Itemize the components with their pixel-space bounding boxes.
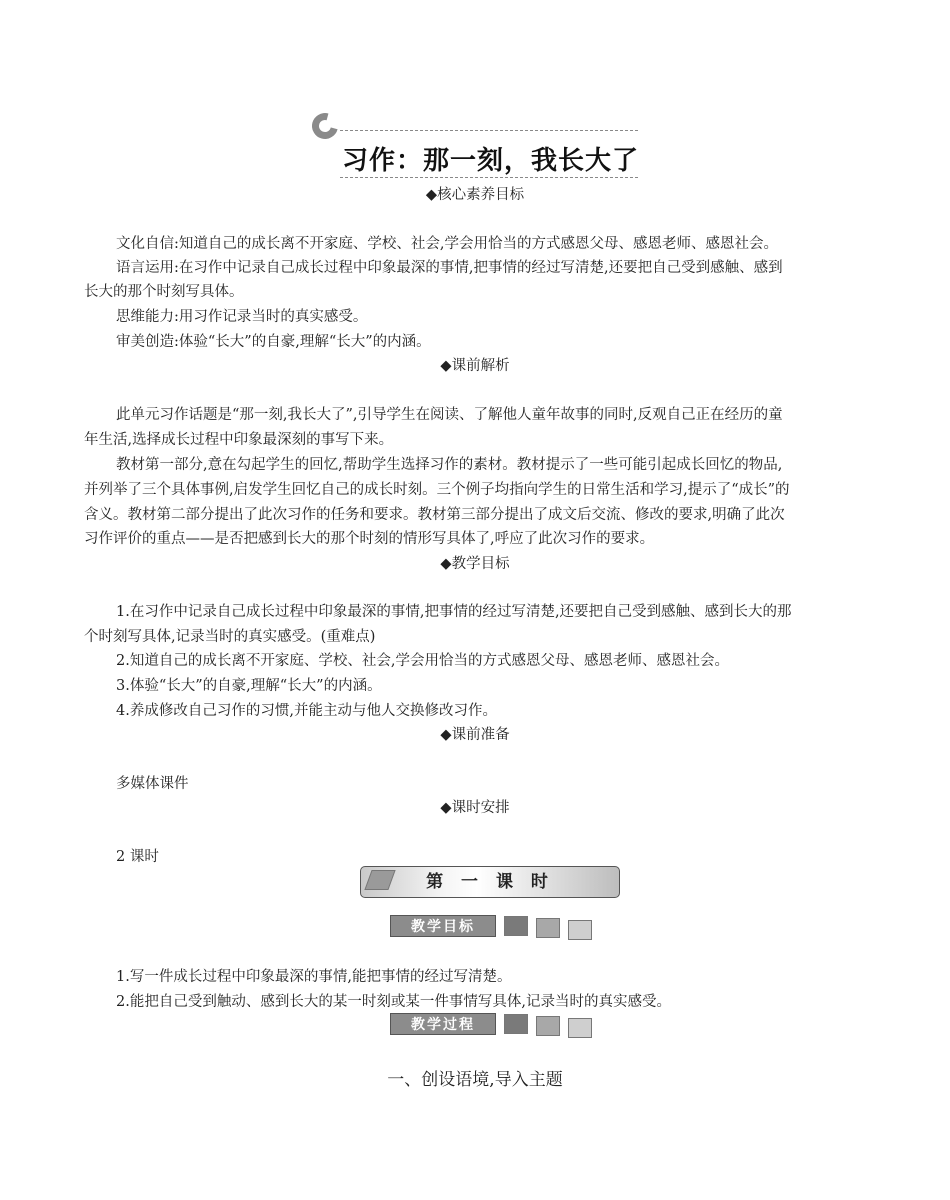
- title-bottom-rule: [340, 177, 638, 178]
- label-square-icon: [568, 920, 592, 940]
- analysis-line-3: 教材第一部分,意在勾起学生的回忆,帮助学生选择习作的素材。教材提示了一些可能引起成长回忆的物品,: [116, 457, 783, 473]
- lesson-banner-title: 第 一 课 时: [426, 872, 554, 892]
- core-paragraph-4: 审美创造:体验“长大”的自豪,理解“长大”的内涵。: [116, 334, 431, 350]
- label-square-icon: [504, 1014, 528, 1034]
- goal-3: 3.体验“长大”的自豪,理解“长大”的内涵。: [116, 678, 382, 694]
- analysis-heading: ◆课前解析: [440, 358, 510, 374]
- goals-heading: ◆教学目标: [440, 556, 510, 572]
- schedule-text: 2 课时: [116, 849, 159, 865]
- goal-2: 2.知道自己的成长离不开家庭、学校、社会,学会用恰当的方式感恩父母、感恩老师、感恩社会。: [116, 653, 729, 669]
- label-square-icon: [504, 916, 528, 936]
- lesson-process-label: 教学过程: [390, 1013, 496, 1035]
- page-title: 习作：那一刻，我长大了: [342, 146, 640, 176]
- schedule-heading: ◆课时安排: [440, 800, 510, 816]
- lesson-goal-1: 1.写一件成长过程中印象最深的事情,能把事情的经过写清楚。: [116, 969, 512, 985]
- analysis-line-5: 含义。教材第二部分提出了此次习作的任务和要求。教材第三部分提出了成文后交流、修改的要求,明确了此次: [84, 507, 785, 523]
- label-square-icon: [568, 1018, 592, 1038]
- label-square-icon: [536, 1016, 560, 1036]
- title-ring-icon: [307, 108, 343, 144]
- lesson-goal-2: 2.能把自己受到触动、感到长大的某一时刻或某一件事情写具体,记录当时的真实感受。: [116, 994, 671, 1010]
- goal-1: 1.在习作中记录自己成长过程中印象最深的事情,把事情的经过写清楚,还要把自己受到感触、感到长大的那: [116, 604, 792, 620]
- label-square-icon: [536, 918, 560, 938]
- core-paragraph-1: 文化自信:知道自己的成长离不开家庭、学校、社会,学会用恰当的方式感恩父母、感恩老师、感恩社会。: [116, 236, 778, 252]
- prep-text: 多媒体课件: [116, 776, 189, 792]
- core-heading: ◆核心素养目标: [425, 187, 525, 203]
- core-paragraph-2-cont: 长大的那个时刻写具体。: [84, 284, 244, 300]
- step-heading-1: 一、创设语境,导入主题: [387, 1070, 563, 1090]
- goal-4: 4.养成修改自己习作的习惯,并能主动与他人交换修改习作。: [116, 703, 497, 719]
- analysis-line-4: 并列举了三个具体事例,启发学生回忆自己的成长时刻。三个例子均指向学生的日常生活和学习,提示了“成长”的: [84, 482, 790, 498]
- lesson-goals-label: 教学目标: [390, 915, 496, 937]
- analysis-line-2: 年生活,选择成长过程中印象最深刻的事写下来。: [84, 432, 394, 448]
- analysis-line-6: 习作评价的重点——是否把感到长大的那个时刻的情形写具体了,呼应了此次习作的要求。: [84, 531, 655, 547]
- title-top-rule: [340, 130, 638, 131]
- analysis-line-1: 此单元习作话题是“那一刻,我长大了”,引导学生在阅读、了解他人童年故事的同时,反观自己正在经历的童: [116, 407, 783, 423]
- core-paragraph-3: 思维能力:用习作记录当时的真实感受。: [116, 309, 368, 325]
- goal-1-cont: 个时刻写具体,记录当时的真实感受。(重难点): [84, 629, 376, 645]
- core-paragraph-2: 语言运用:在习作中记录自己成长过程中印象最深的事情,把事情的经过写清楚,还要把自己受到感触、感到: [116, 260, 783, 276]
- prep-heading: ◆课前准备: [440, 727, 510, 743]
